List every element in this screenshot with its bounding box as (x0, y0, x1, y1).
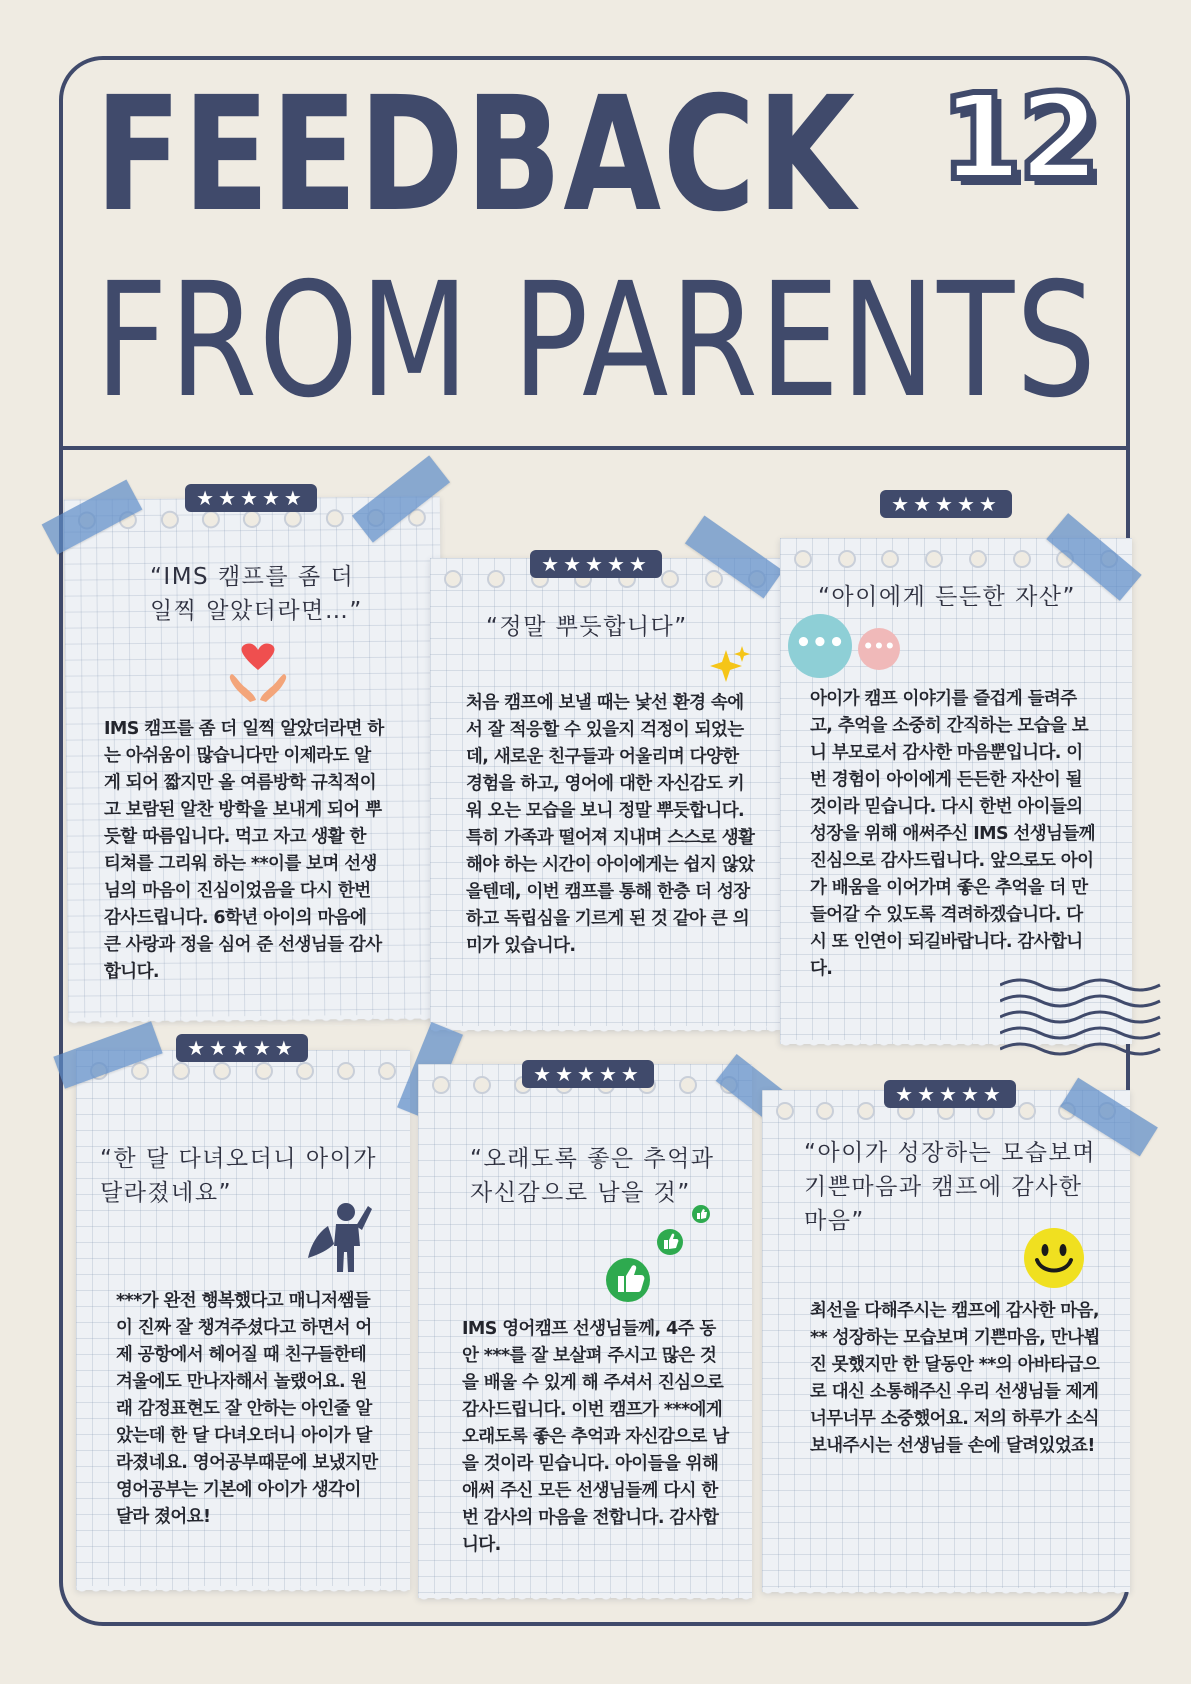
feedback-body: 최선을 다해주시는 캠프에 감사한 마음, ** 성장하는 모습보며 기쁜마음, 만나뵙진 못했지만 한 달동안 **의 아바타급으로 대신 소통해주신 우리 선생님들 제게 너무너무 소중했어요. 저의 하루가 소식 보내주시는 선생님들 손에 달려있었죠! (810, 1301, 1100, 1456)
header-divider (59, 446, 1130, 450)
binder-holes (90, 1062, 396, 1084)
smiley-face-icon (1022, 1226, 1086, 1290)
issue-number: 12 (940, 68, 1097, 206)
sparkle-icon (704, 644, 752, 684)
feedback-title: “아이에게 든든한 자산” (818, 584, 1076, 610)
feedback-body: IMS 영어캠프 선생님들께, 4주 동안 ***를 잘 보살펴 주시고 많은 것을 배울 수 있게 해 주셔서 진심으로 감사드립니다. 이번 캠프가 ***에게 오래도록 좋은 추억과 자신감으로 남을 것이라 믿습니다. 아이들을 위해 애써 주신 모든 선생님들께 다시 한 번 감사의 마음을 전합니다. 감사합니다. (462, 1319, 729, 1555)
thumbs-up-icon (604, 1204, 714, 1304)
feedback-body: 처음 캠프에 보낼 때는 낯선 환경 속에서 잘 적응할 수 있을지 걱정이 되었는데, 새로운 친구들과 어울리며 다양한 경험을 하고, 영어에 대한 자신감도 키워 오는 모습을 보니 정말 뿌듯합니다. 특히 가족과 떨어져 지내며 스스로 생활해야 하는 시간이 아이에게는 쉽지 않았을텐데, 이번 캠프를 통해 한층 더 성장하고 독립심을 기르게 된 것 같아 큰 의미가 있습니다. (466, 693, 755, 956)
feedback-body: ***가 완전 행복했다고 매니저쌤들이 진짜 잘 챙겨주셨다고 하면서 어제 공항에서 헤어질 때 친구들한테 겨울에도 만나자해서 놀랬어요. 원래 감정표현도 잘 안하는 아인줄 알았는데 한 달 다녀오더니 아이가 달라졌네요. 영어공부때문에 보냈지만 영어공부는 기본에 아이가 생각이 달라 졌어요! (116, 1291, 378, 1527)
page-title-line1: FEEDBACK (95, 63, 857, 247)
feedback-title: “한 달 다녀오더니 아이가 달라졌네요” (100, 1146, 378, 1206)
rating-stars: ★★★★★ (530, 550, 662, 578)
feedback-title: “정말 뿌듯합니다” (486, 614, 688, 640)
page-title-line2: FROM PARENTS (95, 249, 1098, 433)
chat-bubbles-icon: ••• (788, 614, 852, 678)
chat-bubble-small-icon: ••• (858, 628, 900, 670)
rating-stars: ★★★★★ (176, 1034, 308, 1062)
rating-stars: ★★★★★ (522, 1060, 654, 1088)
rating-stars: ★★★★★ (884, 1080, 1016, 1108)
feedback-body: IMS 캠프를 좀 더 일찍 알았더라면 하는 아쉬움이 많습니다만 이제라도 알게 되어 짧지만 올 여름방학 규칙적이고 보람된 알찬 방학을 보내게 되어 뿌듯할 따름입니다. 먹고 자고 생활 한 티쳐를 그리워 하는 **이를 보며 선생님의 마음이 진심이었음을 다시 한번 감사드립니다. 6학년 아이의 마음에 큰 사랑과 정을 심어 준 선생님들 감사합니다. (104, 719, 384, 982)
heart-hands-icon (226, 640, 290, 704)
feedback-title: “아이가 성장하는 모습보며 기쁜마음과 캠프에 감사한 마음” (804, 1140, 1096, 1234)
rating-stars: ★★★★★ (880, 490, 1012, 518)
rating-stars: ★★★★★ (185, 484, 317, 512)
postmark-lines (1000, 965, 1170, 1070)
feedback-body: 아이가 캠프 이야기를 즐겁게 들려주고, 추억을 소중히 간직하는 모습을 보니 부모로서 감사한 마음뿐입니다. 이번 경험이 아이에게 든든한 자산이 될 것이라 믿습니다. 다시 한번 아이들의 성장을 위해 애써주신 IMS 선생님들께 진심으로 감사드립니다. 앞으로도 아이가 배움을 이어가며 좋은 추억을 더 만들어갈 수 있도록 격려하겠습니다. 다시 또 인연이 되길바랍니다. 감사합니다. (810, 689, 1095, 979)
superhero-icon (306, 1200, 372, 1274)
feedback-title: “IMS 캠프를 좀 더 일찍 알았더라면…” (150, 564, 363, 624)
feedback-title: “오래도록 좋은 추억과 자신감으로 남을 것” (470, 1146, 715, 1206)
